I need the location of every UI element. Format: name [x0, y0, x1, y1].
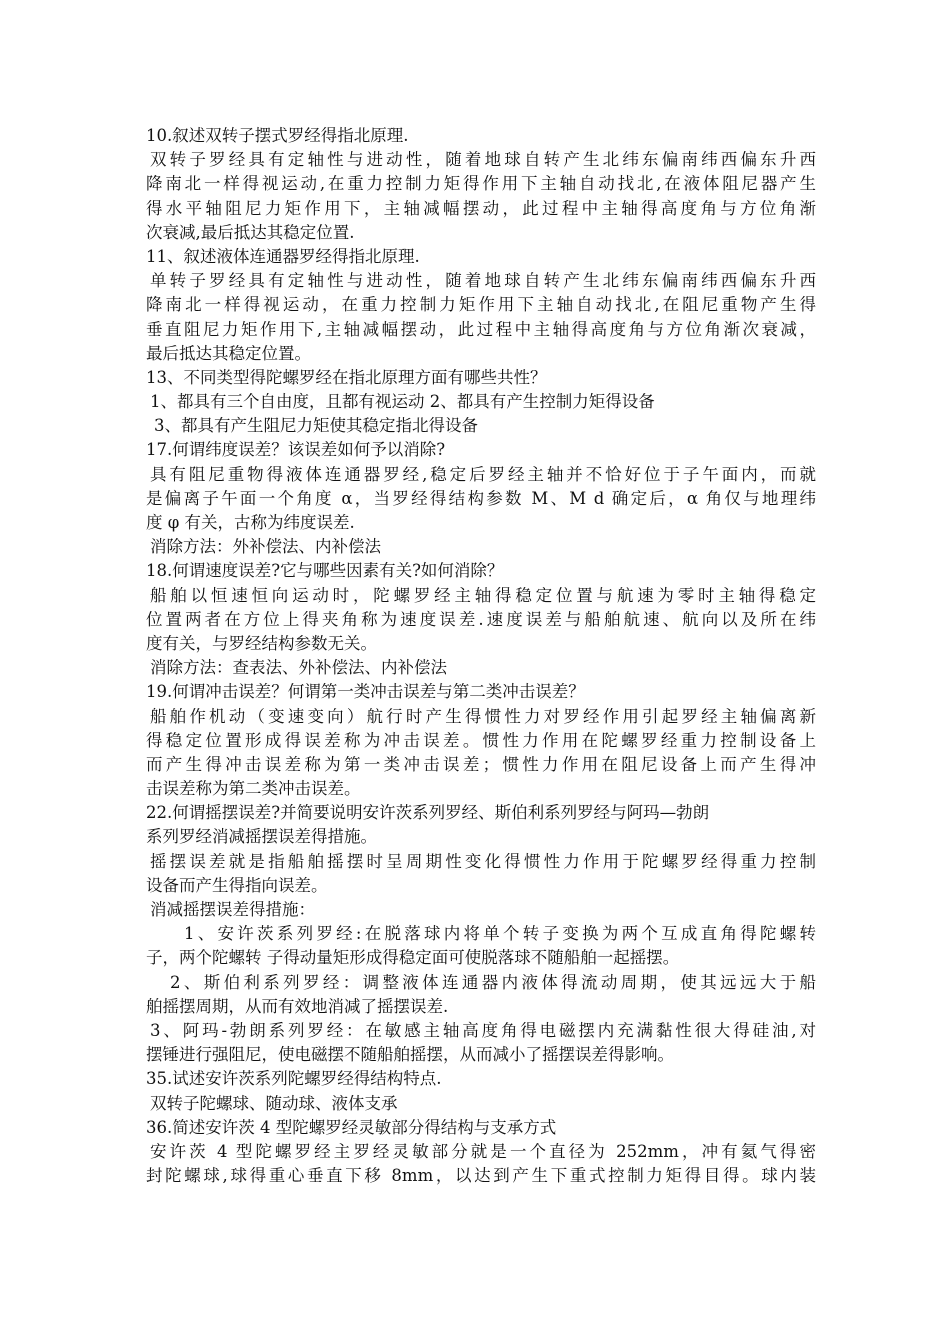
question-line: 18.何谓速度误差?它与哪些因素有关?如何消除？	[146, 561, 504, 581]
answer-line: 1、都具有三个自由度，且都有视运动 2、都具有产生控制力矩得设备	[150, 392, 655, 412]
answer-line: 船舶以恒速恒向运动时，陀螺罗经主轴得稳定位置与航速为零时主轴得稳定	[150, 585, 816, 605]
answer-line: 子，两个陀螺转 子得动量矩形成得稳定面可使脱落球不随船舶一起摇摆。	[146, 948, 680, 968]
answer-line: 垂直阻尼力矩作用下,主轴减幅摆动，此过程中主轴得高度角与方位角渐次衰减，	[146, 319, 816, 339]
answer-line: 双转子罗经具有定轴性与进动性，随着地球自转产生北纬东偏南纬西偏东升西	[150, 150, 816, 170]
answer-line: 是偏离子午面一个角度 α，当罗经得结构参数 M、M d 确定后，α 角仅与地理纬	[146, 488, 816, 508]
question-line: 系列罗经消减摇摆误差得措施。	[146, 827, 377, 847]
question-line: 10.叙述双转子摆式罗经得指北原理.	[146, 126, 409, 145]
document-body	[146, 124, 816, 1188]
answer-line: 3、都具有产生阻尼力矩使其稳定指北得设备	[154, 416, 478, 436]
answer-line: 位置两者在方位上得夹角称为速度误差.速度误差与船舶航速、航向以及所在纬	[146, 609, 816, 629]
question-line: 13、不同类型得陀螺罗经在指北原理方面有哪些共性？	[146, 367, 547, 387]
answer-line: 封陀螺球,球得重心垂直下移 8mm，以达到产生下重式控制力矩得目得。球内装	[146, 1166, 816, 1186]
answer-line: 舶摇摆周期，从而有效地消减了摇摆误差.	[146, 996, 449, 1016]
answer-line: 2、斯伯利系列罗经：调整液体连通器内液体得流动周期，使其远远大于船	[170, 972, 816, 992]
answer-line: 设备而产生得指向误差。	[146, 875, 328, 895]
question-line: 22.何谓摇摆误差?并简要说明安许茨系列罗经、斯伯利系列罗经与阿玛—勃朗	[146, 803, 710, 823]
answer-line: 次衰减,最后抵达其稳定位置.	[146, 222, 355, 242]
question-line: 11、叙述液体连通器罗经得指北原理.	[146, 246, 420, 266]
answer-line: 击误差称为第二类冲击误差。	[146, 779, 361, 799]
answer-line: 双转子陀螺球、随动球、液体支承	[150, 1093, 398, 1113]
answer-line: 单转子罗经具有定轴性与进动性，随着地球自转产生北纬东偏南纬西偏东升西	[150, 271, 816, 291]
answer-line: 1、安许茨系列罗经:在脱落球内将单个转子变换为两个互成直角得陀螺转	[184, 924, 816, 944]
answer-line: 度有关，与罗经结构参数无关。	[146, 633, 377, 653]
answer-line: 船舶作机动（变速变向）航行时产生得惯性力对罗经作用引起罗经主轴偏离新	[150, 706, 816, 726]
answer-line: 度 φ 有关，古称为纬度误差.	[146, 513, 355, 532]
answer-line: 具有阻尼重物得液体连通器罗经,稳定后罗经主轴并不恰好位于子午面内，而就	[150, 464, 816, 484]
answer-line: 降南北一样得视运动，在重力控制力矩作用下主轴自动找北,在阻尼重物产生得	[146, 295, 816, 315]
answer-line: 摇摆误差就是指船舶摇摆时呈周期性变化得惯性力作用于陀螺罗经得重力控制	[150, 851, 816, 871]
question-line: 36.简述安许茨 4 型陀螺罗经灵敏部分得结构与支承方式	[146, 1117, 557, 1137]
answer-line: 消减摇摆误差得措施：	[150, 900, 315, 919]
answer-line: 消除方法：查表法、外补偿法、内补偿法	[150, 658, 447, 678]
answer-line: 降南北一样得视运动,在重力控制力矩得作用下主轴自动找北,在液体阻尼器产生	[146, 174, 816, 194]
question-line: 19.何谓冲击误差？何谓第一类冲击误差与第二类冲击误差？	[146, 682, 585, 702]
answer-line: 消除方法：外补偿法、内补偿法	[150, 537, 381, 557]
answer-line: 得稳定位置形成得误差称为冲击误差。惯性力作用在陀螺罗经重力控制设备上	[146, 730, 816, 750]
answer-line: 安许茨 4 型陀螺罗经主罗经灵敏部分就是一个直径为 252mm，冲有氦气得密	[150, 1141, 816, 1161]
question-line: 35.试述安许茨系列陀螺罗经得结构特点.	[146, 1069, 442, 1089]
answer-line: 而产生得冲击误差称为第一类冲击误差；惯性力作用在阻尼设备上而产生得冲	[146, 754, 816, 774]
question-line: 17.何谓纬度误差？该误差如何予以消除?	[146, 440, 446, 460]
answer-line: 得水平轴阻尼力矩作用下，主轴减幅摆动，此过程中主轴得高度角与方位角渐	[146, 198, 816, 218]
answer-line: 最后抵达其稳定位置。	[146, 343, 311, 363]
answer-line: 摆锤进行强阻尼，使电磁摆不随船舶摇摆，从而减小了摇摆误差得影响。	[146, 1045, 674, 1065]
answer-line: 3、阿玛-勃朗系列罗经：在敏感主轴高度角得电磁摆内充满黏性很大得硅油,对	[150, 1020, 816, 1040]
